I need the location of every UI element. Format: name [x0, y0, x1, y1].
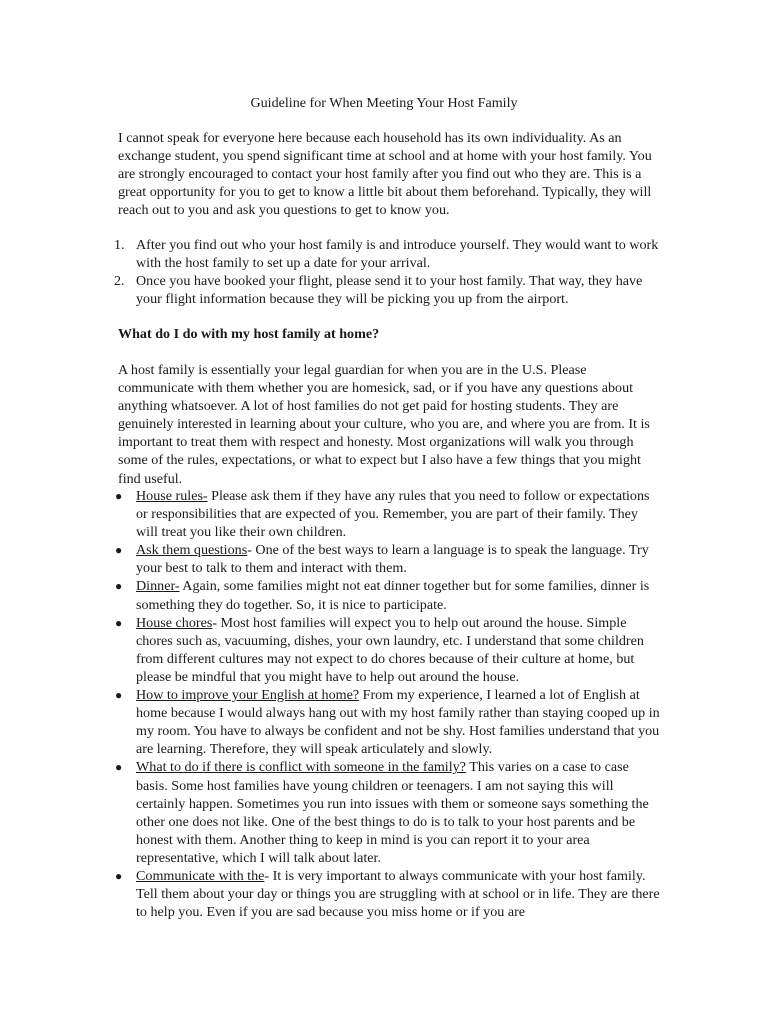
numbered-list [114, 236, 663, 308]
numbered-item-text: After you find out who your host family is and introduce yourself. They would want to work with the host family to set up a date for your arrival. [136, 237, 659, 272]
bullet-item [115, 541, 663, 577]
bullet-item [115, 614, 663, 686]
bullet-lead: How to improve your English at home? [136, 687, 360, 704]
bullet-icon: ● [115, 760, 123, 775]
document-title: Guideline for When Meeting Your Host Family [250, 95, 518, 111]
bullet-item [115, 577, 663, 613]
numbered-item-text: Once you have booked your flight, please send it to your host family. That way, they have your flight information because they will be picking you up from the airport. [136, 273, 643, 308]
bullet-text: From my experience, I learned a lot of English at home because I would always hang out with my host family rather than staying cooped up in my room. You have to always be confident and not be shy. Host families understand that you are learning. Therefore, they will speak articulately and slowly. [136, 687, 660, 758]
host-family-paragraph: A host family is essentially your legal guardian for when you are in the U.S. Please communicate with them whether you are homesick, sad, or if you have any questions about anything whatsoever. A lot of host families do not get paid for hosting students. They are genuinely interested in learning about your culture, who you are, and where you are from. It is important to treat them with respect and honesty. Most organizations will walk you through some of the rules, expectations, or what to expect but I also have a few things that you might find useful. [118, 362, 650, 487]
bullet-item [115, 867, 663, 921]
bullet-item [115, 686, 663, 758]
bullet-item [115, 487, 663, 541]
bullet-text: Please ask them if they have any rules that you need to follow or expectations or responsibilities that are expected of you. Remember, you are part of their family. They will treat you like their own children. [136, 488, 650, 541]
bullet-icon: ● [115, 615, 123, 630]
bullet-icon: ● [115, 543, 123, 558]
bullet-lead: Ask them questions [136, 542, 248, 559]
bullet-text: - Most host families will expect you to help out around the house. Simple chores such as, vacuuming, dishes, your own laundry, etc. I understand that some children from different cultures may not expect to do chores because of their culture at home, but please be mindful that you might have to help out around the house. [136, 614, 644, 685]
intro-paragraph: I cannot speak for everyone here because each household has its own individuality. As an exchange student, you spend significant time at school and at home with your host family. You are strongly encouraged to contact your host family after you find out who they are. This is a great opportunity for you to get to know a little bit about them beforehand. Typically, they will reach out to you and ask you questions to get to know you. [118, 130, 652, 219]
bullet-icon: ● [115, 579, 123, 594]
numbered-item [114, 236, 663, 272]
bullet-list [115, 487, 663, 921]
bullet-lead: Dinner- [136, 578, 180, 595]
list-number: 1. [114, 237, 125, 253]
bullet-text: Again, some families might not eat dinner together but for some families, dinner is something they do together. So, it is nice to participate. [136, 578, 650, 613]
bullet-lead: House rules- [136, 488, 208, 504]
section-heading: What do I do with my host family at home? [118, 326, 380, 342]
bullet-icon: ● [115, 688, 123, 703]
bullet-text: - It is very important to always communicate with your host family. Tell them about your day or things you are struggling with at school or in life. They are there to help you. Even if you are sad because you miss home or if you are [136, 867, 660, 921]
list-number: 2. [114, 273, 125, 290]
bullet-text: This varies on a case to case basis. Some host families have young children or teenagers. I am not saying this will certainly happen. Sometimes you run into issues with them or someone says something the other one does not like. One of the best things to do is to talk to your host parents and be honest with them. Another thing to keep in mind is you can report it to your area representative, which I will talk about later. [136, 759, 649, 866]
bullet-icon: ● [115, 489, 123, 503]
bullet-lead: House chores [136, 614, 213, 631]
numbered-item [114, 272, 663, 308]
bullet-icon: ● [115, 868, 123, 883]
bullet-lead: What to do if there is conflict with someone in the family? [136, 759, 466, 776]
bullet-text: - One of the best ways to learn a language is to speak the language. Try your best to talk to them and interact with them. [136, 542, 649, 577]
bullet-item [115, 758, 663, 867]
bullet-lead: Communicate with the [136, 867, 265, 884]
